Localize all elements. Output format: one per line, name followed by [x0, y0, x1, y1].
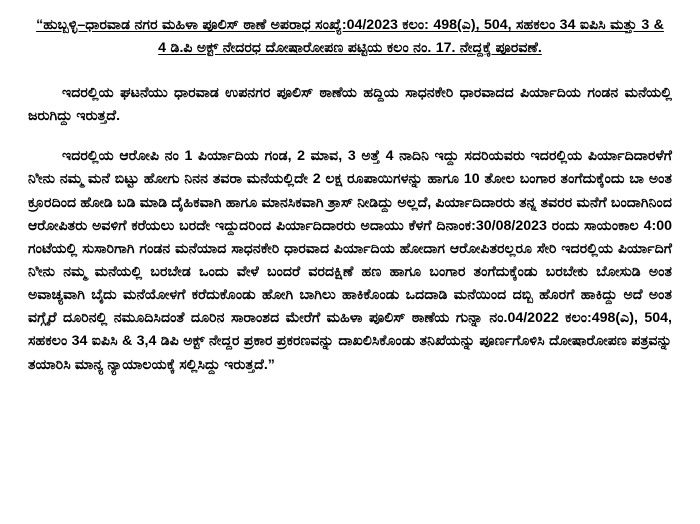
paragraph-2: ಇದರಲ್ಲಿಯ ಆರೋಪಿ ನಂ 1 ಪಿರ್ಯಾದಿಯ ಗಂಡ, 2 ಮಾವ, 3 ಅತ್ತೆ 4 ನಾದಿನಿ ಇದ್ದು ಸದರಿಯವರು ಇದರಲ್ಲಿಯ ಪಿರ್ಯಾದಿದಾರಳೆಗೆ ನಿೀನು ನಮ್ಮ ಮನೆ ಬಿಟ್ಟು ಹೋಗು ನಿನನ ತವರಾ ಮನೆಯಲ್ಲಿದೇ 2 ಲಕ್ಷ ರೂಪಾಯಿಗಳನ್ನು ಹಾಗೂ 10 ತೋಲ ಬಂಗಾರ ತಂಗೆದುಕ್ಕೆಂದು ಬಾ ಅಂತ ಕ್ರೂರದಿಂದ ಹೋಡಿ ಬಡಿ ಮಾಡಿ ದೈಹಿಕವಾಗಿ ಹಾಗೂ ಮಾನಸಿಕವಾಗಿ ತ್ರಾಸ್ ನೀಡಿದ್ದು ಅಲ್ಲದೆ, ಪಿರ್ಯಾದಿದಾರರು ತನ್ನ ತವರರ ಮನೆಗೆ ಬಂದಾಗಿನಿಂದ ಆರೋಪಿತರು ಅವಳಿಗೆ ಕರೆಯಲು ಬರದೇ ಇದ್ದುದರಿಂದ ಪಿರ್ಯಾದಿದಾರರು ಅದಾಯು ಕೆಳಗೆ ದಿನಾಂಕ:30/08/2023 ರಂದು ಸಾಯಂಕಾಲ 4:00 ಗಂಟೆಯಲ್ಲಿ ಸುಸಾರಿಗಾಗಿ ಗಂಡನ ಮನೆಯಾದ ಸಾಧನಕೇರಿ ಧಾರವಾದ ಪಿರ್ಯಾದಿಯ ಹೋದಾಗ ಆರೋಪಿತರಲ್ಲರೂ ಸೇರಿ ಇದರಲ್ಲಿಯ ಪಿರ್ಯಾದಿಗೆ ನಿೀನು ನಮ್ಮ ಮನೆಯಲ್ಲಿ ಬರಬೇಡ ಒಂದು ವೇಳೆ ಬಂದರೆ ವರದಕ್ಷಿಣೆ ಹಣ ಹಾಗೂ ಬಂಗಾರ ತಂಗೆದುಕ್ಕೆಂಡು ಬರಬೇಕು ಬೋಸುಡಿ ಅಂತ ಅವಾಚ್ಯವಾಗಿ ಬೈದು ಮನೆಯೋಳಗೆ ಕರೆದುಕೊಂಡು ಹೋಗಿ ಬಾಗಿಲು ಹಾಕಿಕೊಂಡು ಒದದಾಡಿ ಮನೆಯಿಂದ ದಬ್ಬಿ ಹೊರಗೆ ಹಾಕಿದ್ದು ಅದೆ ಅಂತ ವಗ್ಗೈರೆ ದೂರಿನಲ್ಲಿ ನಮೂದಿಸಿದಂತೆ ದೂರಿನ ಸಾರಾಂಶದ ಮೇರೆಗೆ ಮಹಿಳಾ ಪೂಲಿಸ್ ಠಾಣೆಯ ಗುನ್ನಾ ನಂ.04/2022 ಕಲಂ:498(ಎ), 504, ಸಹಕಲಂ 34 ಐಪಿಸಿ & 3,4 ಡಿಪಿ ಅಕ್ಟ್ ನೇದ್ದರ ಪ್ರಕಾರ ಪ್ರಕರಣವನ್ನು ದಾಖಲಿಸಿಕೊಂಡು ತನಿಖೆಯನ್ನು ಪೂರ್ಣಗೊಳಿಸಿ ದೋಷಾರೋಪಣ ಪತ್ರವನ್ನು ತಯಾರಿಸಿ ಮಾನ್ಯ ನ್ಯಾಯಾಲಯಕ್ಕೆ ಸಲ್ಲಿಸಿದ್ದು ಇರುತ್ತದೆ.”	[28, 148, 672, 373]
page-title: “ಹುಬ್ಬಳ್ಳಿ–ಧಾರವಾಡ ನಗರ ಮಹಿಳಾ ಪೂಲಿಸ್ ಠಾಣೆ ಅಪರಾಧ ಸಂಖ್ಯೆ:04/2023 ಕಲಂ: 498(ಎ), 504, ಸಹಕಲಂ 34 ಐಪಿಸಿ ಮತ್ತು 3 & 4 ಡಿ.ಪಿ ಅಕ್ಟ್ ನೇದರಧ ದೋಷಾರೋಪಣ ಪಟ್ಟಿಯ ಕಲಂ ನಂ. 17. ನೇದ್ದಕ್ಕೆ ಪೂರವಣೆ.	[36, 17, 664, 56]
document-body	[28, 82, 672, 377]
paragraph-1: ಇದರಲ್ಲಿಯ ಘಟನೆಯು ಧಾರವಾಡ ಉಪನಗರ ಪೂಲಿಸ್ ಠಾಣೆಯ ಹದ್ದಿಯ ಸಾಧನಕೇರಿ ಧಾರವಾದದ ಪಿರ್ಯಾದಿಯ ಗಂಡನ ಮನೆಯಲ್ಲಿ ಜರುಗಿದ್ದು ಇರುತ್ತದೆ.	[28, 85, 672, 125]
paragraph-spacer	[28, 128, 672, 145]
